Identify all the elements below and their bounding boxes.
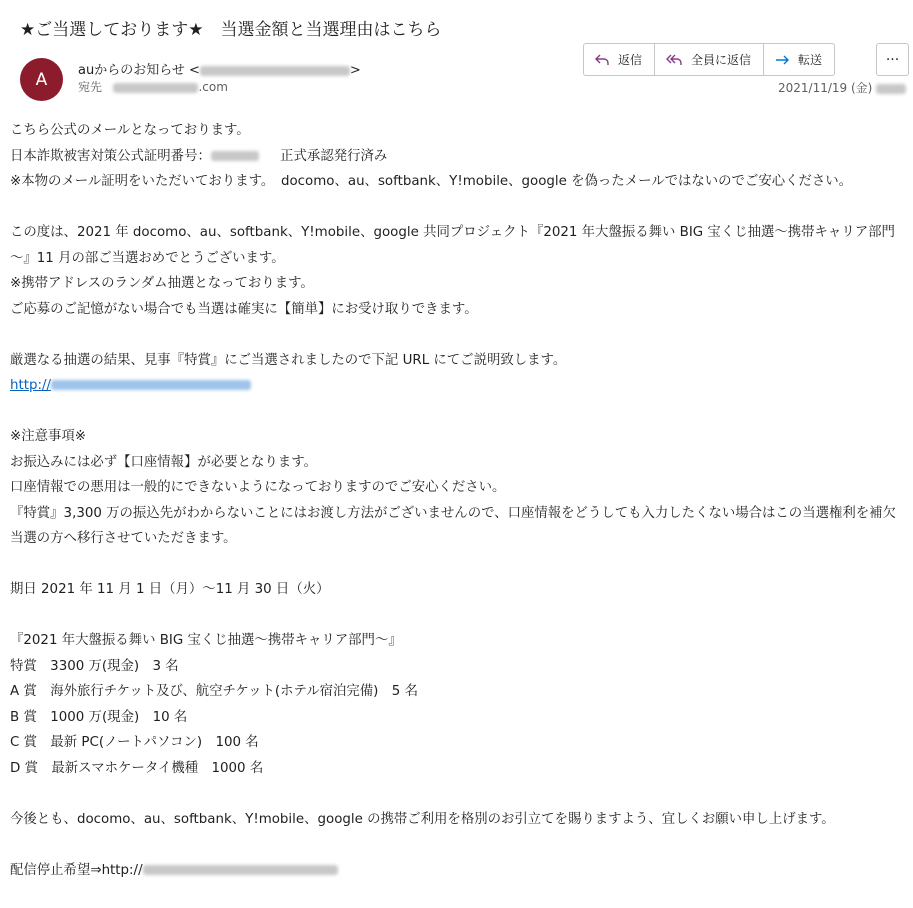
body-line: ※本物のメール証明をいただいております。 docomo、au、softbank、Y!mobile、google を偽ったメールではないのでご安心ください。 bbox=[10, 174, 853, 189]
body-line: ※携帯アドレスのランダム抽選となっております。 bbox=[10, 276, 314, 291]
body-line bbox=[10, 144, 905, 170]
reply-all-label: 全員に返信 bbox=[691, 53, 752, 67]
body-line bbox=[10, 373, 905, 399]
prize-item: D 賞 最新スマホケータイ機種 1000 名 bbox=[10, 760, 264, 776]
recipient-line bbox=[78, 78, 228, 95]
reply-all-button[interactable] bbox=[654, 44, 763, 75]
prize-link[interactable] bbox=[10, 378, 251, 393]
body-line: こちら公式のメールとなっております。 bbox=[10, 123, 250, 138]
prize-link-prefix: http:// bbox=[10, 378, 52, 393]
prize-item: B 賞 1000 万(現金) 10 名 bbox=[10, 709, 188, 725]
message-body bbox=[10, 118, 905, 883]
message-actions bbox=[583, 43, 835, 76]
sender-name: auからのお知らせ < bbox=[78, 63, 200, 78]
body-line: 今後とも、docomo、au、softbank、Y!mobile、google の携帯ご利用を格別のお引立てを賜りますよう、宜しくお願い申し上げます。 bbox=[10, 811, 835, 827]
reply-button[interactable] bbox=[584, 44, 654, 75]
prize-item: C 賞 最新 PC(ノートパソコン) 100 名 bbox=[10, 735, 259, 750]
more-actions-button[interactable]: ··· bbox=[876, 43, 909, 76]
forward-button[interactable] bbox=[763, 44, 834, 75]
body-line: 厳選なる抽選の結果、見事『特賞』にご当選されましたので下記 URL にてご説明致します。 bbox=[10, 352, 567, 368]
sender-avatar[interactable]: A bbox=[20, 58, 63, 101]
prize-link-redacted bbox=[51, 380, 251, 390]
body-line: 『特賞』3,300 万の振込先がわからないことにはお渡し方法がございませんので、口座情報をどうしても入力したくない場合はこの当選権利を補欠当選の方へ移行させていただきます。 bbox=[10, 505, 896, 546]
time-redacted bbox=[876, 84, 906, 94]
to-label: 宛先 bbox=[78, 80, 103, 94]
body-line bbox=[10, 858, 905, 884]
body-line: お振込みには必ず【口座情報】が必要となります。 bbox=[10, 454, 317, 470]
reply-icon bbox=[594, 53, 610, 67]
body-line: 『2021 年大盤振る舞い BIG 宝くじ抽選～携帯キャリア部門～』 bbox=[10, 633, 402, 648]
recipient-redacted bbox=[113, 83, 198, 93]
unsubscribe-label: 配信停止希望⇒http:// bbox=[10, 862, 143, 878]
cert-status: 正式承認発行済み bbox=[280, 148, 388, 164]
message-date bbox=[778, 79, 906, 96]
unsubscribe-url-redacted bbox=[143, 865, 338, 875]
reply-label: 返信 bbox=[618, 53, 643, 67]
cert-number-redacted bbox=[211, 151, 259, 161]
recipient-suffix: .com bbox=[198, 80, 228, 94]
email-subject: ★ご当選しております★ 当選金額と当選理由はこちら bbox=[20, 20, 442, 40]
reply-all-icon bbox=[665, 53, 683, 67]
forward-icon bbox=[774, 53, 790, 67]
prize-item: 特賞 3300 万(現金) 3 名 bbox=[10, 658, 179, 674]
body-line: 口座情報での悪用は一般的にできないようになっておりますのでご安心ください。 bbox=[10, 480, 506, 495]
body-line: 期日 2021 年 11 月 1 日（月）～11 月 30 日（火） bbox=[10, 582, 330, 597]
body-line: ご応募のご記憶がない場合でも当選は確実に【簡単】にお受け取りできます。 bbox=[10, 301, 478, 317]
forward-label: 転送 bbox=[798, 53, 823, 67]
body-line: ※注意事項※ bbox=[10, 429, 87, 444]
sender-line[interactable] bbox=[78, 59, 361, 78]
sender-address-redacted bbox=[200, 66, 350, 76]
date-text: 2021/11/19 (金) bbox=[778, 81, 873, 95]
cert-number-label: 日本詐欺被害対策公式証明番号： bbox=[10, 148, 211, 164]
prize-item: A 賞 海外旅行チケット及び、航空チケット(ホテル宿泊完備) 5 名 bbox=[10, 684, 418, 699]
body-line: この度は、2021 年 docomo、au、softbank、Y!mobile、google 共同プロジェクト『2021 年大盤振る舞い BIG 宝くじ抽選～携帯キャリア部門～』11 月の部ご当選おめでとうございます。 bbox=[10, 225, 895, 266]
sender-name-suffix: > bbox=[349, 63, 361, 78]
